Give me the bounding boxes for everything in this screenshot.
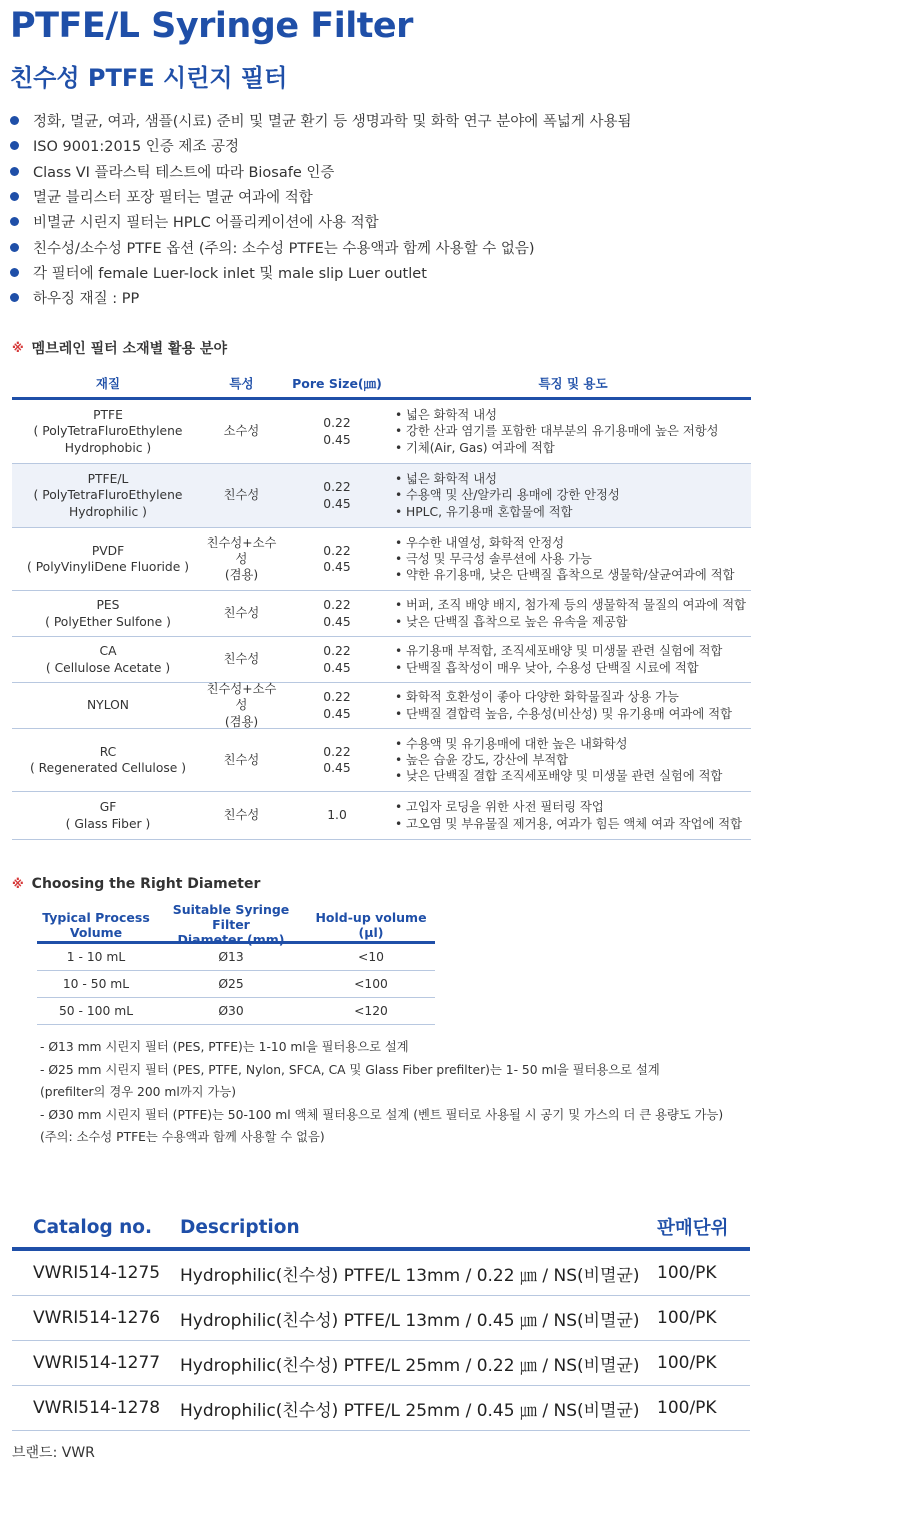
reference-mark-icon: ※ xyxy=(12,877,24,891)
features-cell xyxy=(395,407,751,456)
membrane-table-header xyxy=(12,372,751,400)
features-cell-line: • 수용액 및 유기용매에 대한 높은 내화학성 xyxy=(395,736,628,751)
column-header: Typical Process Volume xyxy=(42,909,150,940)
bullet-icon: • xyxy=(395,488,403,503)
material-cell-line: PTFE xyxy=(93,408,123,423)
bullet-dot-icon xyxy=(10,268,19,277)
bullet-icon: • xyxy=(395,472,403,487)
diameter-section-heading: ※ Choosing the Right Diameter xyxy=(12,876,261,892)
features-cell xyxy=(395,799,751,832)
features-cell-line: • 낮은 단백질 흡착으로 높은 유속을 제공함 xyxy=(395,614,628,629)
material-cell-line: NYLON xyxy=(86,698,129,713)
material-cell-line: ( PolyTetraFluroEthylene xyxy=(33,424,183,439)
property-cell-line: 친수성+소수성 xyxy=(206,535,277,566)
property-cell-line: 친수성 xyxy=(223,808,260,823)
material-cell-line: GF xyxy=(99,800,117,815)
bullet-icon: • xyxy=(395,598,403,613)
material-cell-line: ( Glass Fiber ) xyxy=(65,816,151,831)
pore-size-cell-line: 0.45 xyxy=(323,706,351,721)
material-cell xyxy=(12,799,204,832)
note-line: - Ø25 mm 시린지 필터 (PES, PTFE, Nylon, SFCA, CA 및 Glass Fiber prefilter)는 1- 50 ml을 필터용으로 설계 xyxy=(40,1062,660,1077)
features-cell-line: • 약한 유기용매, 낮은 단백질 흡착으로 생물학/살균여과에 적합 xyxy=(395,568,735,583)
feature-item: 각 필터에 female Luer-lock inlet 및 male slip Luer outlet xyxy=(10,260,632,285)
property-cell xyxy=(204,605,279,621)
page-title: PTFE/L Syringe Filter xyxy=(10,6,413,46)
membrane-table xyxy=(12,372,751,840)
property-cell xyxy=(204,487,279,503)
material-cell xyxy=(12,471,204,520)
pore-size-cell-line: 0.45 xyxy=(323,614,351,629)
features-cell-line: • 유기용매 부적합, 조직세포배양 및 미생물 관련 실험에 적합 xyxy=(395,644,723,659)
bullet-icon: • xyxy=(395,800,403,815)
features-cell-line: • 강한 산과 염기를 포함한 대부분의 유기용매에 높은 저항성 xyxy=(395,424,719,439)
pore-size-cell xyxy=(279,479,395,512)
pore-size-cell xyxy=(279,415,395,448)
product-description: Hydrophilic(친수성) PTFE/L 13mm / 0.22 ㎛ / NS(비멸균) xyxy=(180,1265,640,1286)
holdup-cell: <120 xyxy=(354,1004,388,1018)
bullet-icon: • xyxy=(395,424,403,439)
pore-size-cell xyxy=(279,689,395,722)
pore-size-cell xyxy=(279,543,395,576)
diameter-cell: Ø13 xyxy=(218,950,244,964)
material-cell-line: PTFE/L xyxy=(87,472,129,487)
feature-item: 친수성/소수성 PTFE 옵션 (주의: 소수성 PTFE는 수용액과 함께 사용할 수 없음) xyxy=(10,234,632,259)
property-cell xyxy=(204,423,279,439)
bullet-icon: • xyxy=(395,568,403,583)
property-cell-line: 친수성 xyxy=(223,652,260,667)
bullet-icon: • xyxy=(395,504,403,519)
feature-item: 하우징 재질 : PP xyxy=(10,285,632,310)
pore-size-cell-line: 0.22 xyxy=(323,543,351,558)
column-header: Hold-up volume (µl) xyxy=(315,909,427,940)
table-row xyxy=(12,400,751,464)
pore-size-cell-line: 0.22 xyxy=(323,744,351,759)
note-line: (주의: 소수성 PTFE는 수용액과 함께 사용할 수 없음) xyxy=(40,1130,325,1144)
features-cell-line: • 넓은 화학적 내성 xyxy=(395,408,497,423)
table-row xyxy=(12,729,751,792)
table-row xyxy=(12,637,751,683)
pore-size-cell-line: 0.22 xyxy=(323,416,351,431)
diameter-table-header xyxy=(37,902,435,947)
table-row xyxy=(12,683,751,729)
membrane-section-heading: ※ 멤브레인 필터 소재별 활용 분야 xyxy=(12,341,227,357)
property-cell xyxy=(204,651,279,667)
features-cell xyxy=(395,736,751,785)
features-cell-line: • 낮은 단백질 결합 조직세포배양 및 미생물 관련 실험에 적합 xyxy=(395,769,723,784)
property-cell-line: 친수성 xyxy=(223,752,260,767)
diameter-cell: Ø25 xyxy=(218,977,244,991)
bullet-icon: • xyxy=(395,535,403,550)
features-cell xyxy=(395,535,751,584)
catalog-table-header xyxy=(12,1207,750,1251)
feature-item: Class VI 플라스틱 테스트에 따라 Biosafe 인증 xyxy=(10,159,632,184)
pore-size-cell xyxy=(279,597,395,630)
pore-size-cell-line: 0.22 xyxy=(323,598,351,613)
property-cell-line: (겸용) xyxy=(224,568,259,583)
bullet-icon: • xyxy=(395,769,403,784)
diameter-table xyxy=(37,902,435,1025)
reference-mark-icon: ※ xyxy=(12,341,24,355)
bullet-icon: • xyxy=(395,440,403,455)
property-cell-line: 친수성 xyxy=(223,606,260,621)
diameter-notes xyxy=(40,1036,723,1149)
bullet-dot-icon xyxy=(10,293,19,302)
bullet-icon: • xyxy=(395,644,403,659)
features-cell xyxy=(395,643,751,676)
material-cell-line: Hydrophilic ) xyxy=(69,504,147,519)
features-cell-line: • 우수한 내열성, 화학적 안정성 xyxy=(395,535,565,550)
holdup-cell: <100 xyxy=(354,977,388,991)
table-row xyxy=(37,971,435,998)
sales-unit: 100/PK xyxy=(657,1398,717,1418)
pore-size-cell-line: 0.45 xyxy=(323,761,351,775)
material-cell-line: ( Regenerated Cellulose ) xyxy=(29,761,187,775)
table-row xyxy=(37,944,435,971)
table-row xyxy=(12,1341,750,1386)
sales-unit: 100/PK xyxy=(657,1308,717,1328)
feature-item: 멸균 블리스터 포장 필터는 멸균 여과에 적합 xyxy=(10,184,632,209)
pore-size-cell xyxy=(279,807,395,823)
features-cell-line: • 화학적 호환성이 좋아 다양한 화학물질과 상용 가능 xyxy=(395,690,679,705)
property-cell xyxy=(204,807,279,823)
sales-unit: 100/PK xyxy=(657,1263,717,1283)
pore-size-cell xyxy=(279,643,395,676)
brand-label: 브랜드: VWR xyxy=(12,1445,95,1461)
material-cell-line: PES xyxy=(96,598,120,613)
features-cell xyxy=(395,689,751,722)
bullet-icon: • xyxy=(395,408,403,423)
table-row xyxy=(12,1251,750,1296)
bullet-dot-icon xyxy=(10,217,19,226)
features-cell-line: • 단백질 흡착성이 매우 낮아, 수용성 단백질 시료에 적합 xyxy=(395,660,699,675)
table-row xyxy=(37,998,435,1025)
material-cell-line: Hydrophobic ) xyxy=(64,440,152,455)
pore-size-cell-line: 0.45 xyxy=(323,496,351,511)
features-cell-line: • 수용액 및 산/알카리 용매에 강한 안정성 xyxy=(395,488,620,503)
property-cell-line: 소수성 xyxy=(223,424,260,439)
note-line: - Ø30 mm 시린지 필터 (PTFE)는 50-100 ml 액체 필터용으로 설계 (벤트 필터로 사용될 시 공기 및 가스의 더 큰 용량도 가능) xyxy=(40,1107,724,1122)
feature-item: ISO 9001:2015 인증 제조 공정 xyxy=(10,133,632,158)
pore-size-cell-line: 0.45 xyxy=(323,560,351,574)
column-header: 특징 및 용도 xyxy=(538,376,608,392)
membrane-table-body xyxy=(12,400,751,840)
table-row xyxy=(12,464,751,528)
pore-size-cell-line: 1.0 xyxy=(327,808,347,823)
table-row xyxy=(12,792,751,840)
property-cell-line: 친수성+소수성 xyxy=(206,682,277,713)
material-cell xyxy=(12,744,204,777)
diameter-cell: Ø30 xyxy=(218,1004,244,1018)
pore-size-cell-line: 0.45 xyxy=(323,660,351,675)
features-cell-line: • 고오염 및 부유물질 제거용, 여과가 힘든 액체 여과 작업에 적합 xyxy=(395,816,743,831)
table-row xyxy=(12,1386,750,1431)
note-line: (prefilter의 경우 200 ml까지 가능) xyxy=(40,1085,237,1099)
material-cell-line: ( PolyTetraFluroEthylene xyxy=(33,488,183,503)
bullet-icon: • xyxy=(395,690,403,705)
bullet-dot-icon xyxy=(10,141,19,150)
catalog-number: VWRI514-1276 xyxy=(33,1308,161,1328)
bullet-icon: • xyxy=(395,614,403,629)
volume-cell: 50 - 100 mL xyxy=(58,1004,134,1018)
pore-size-cell xyxy=(279,744,395,777)
bullet-icon: • xyxy=(395,736,403,751)
features-cell xyxy=(395,471,751,520)
material-cell-line: ( Cellulose Acetate ) xyxy=(45,660,171,675)
material-cell xyxy=(12,697,204,713)
column-header: 재질 xyxy=(95,376,121,392)
note-line: - Ø13 mm 시린지 필터 (PES, PTFE)는 1-10 ml을 필터용으로 설계 xyxy=(40,1040,409,1054)
material-cell-line: CA xyxy=(99,644,117,659)
product-description: Hydrophilic(친수성) PTFE/L 25mm / 0.45 ㎛ / NS(비멸균) xyxy=(180,1400,640,1421)
property-cell xyxy=(204,752,279,768)
catalog-table xyxy=(12,1207,750,1431)
column-header: Description xyxy=(180,1216,300,1238)
catalog-number: VWRI514-1277 xyxy=(33,1353,161,1373)
feature-item: 정화, 멸균, 여과, 샘플(시료) 준비 및 멸균 환기 등 생명과학 및 화학 연구 분야에 폭넓게 사용됨 xyxy=(10,108,632,133)
table-row xyxy=(12,591,751,637)
features-cell-line: • 높은 습윤 강도, 강산에 부적합 xyxy=(395,752,569,767)
bullet-icon: • xyxy=(395,551,403,566)
catalog-number: VWRI514-1275 xyxy=(33,1263,161,1283)
pore-size-cell-line: 0.45 xyxy=(323,432,351,447)
page-subtitle: 친수성 PTFE 시린지 필터 xyxy=(10,64,288,92)
property-cell xyxy=(204,535,279,584)
bullet-icon: • xyxy=(395,706,403,721)
column-header: Catalog no. xyxy=(33,1216,153,1238)
bullet-dot-icon xyxy=(10,243,19,252)
material-cell xyxy=(12,407,204,456)
material-cell-line: PVDF xyxy=(91,543,125,558)
features-cell-line: • 단백질 결합력 높음, 수용성(비산성) 및 유기용매 여과에 적합 xyxy=(395,706,732,721)
holdup-cell: <10 xyxy=(358,950,384,964)
material-cell xyxy=(12,643,204,676)
sales-unit: 100/PK xyxy=(657,1353,717,1373)
features-cell-line: • 기체(Air, Gas) 여과에 적합 xyxy=(395,440,555,455)
product-description: Hydrophilic(친수성) PTFE/L 13mm / 0.45 ㎛ / NS(비멸균) xyxy=(180,1310,640,1331)
volume-cell: 1 - 10 mL xyxy=(66,950,126,964)
property-cell-line: (겸용) xyxy=(224,714,259,729)
material-cell xyxy=(12,543,204,576)
material-cell xyxy=(12,597,204,630)
property-cell-line: 친수성 xyxy=(223,488,260,503)
pore-size-cell-line: 0.22 xyxy=(323,644,351,659)
column-header: 특성 xyxy=(229,376,254,392)
bullet-icon: • xyxy=(395,752,403,767)
property-cell xyxy=(204,681,279,730)
pore-size-cell-line: 0.22 xyxy=(323,480,351,495)
features-cell-line: • 버퍼, 조직 배양 배지, 첨가제 등의 생물학적 물질의 여과에 적합 xyxy=(395,598,746,613)
table-row xyxy=(12,1296,750,1341)
features-cell-line: • HPLC, 유기용매 혼합물에 적합 xyxy=(395,504,573,519)
material-cell-line: RC xyxy=(99,744,117,759)
feature-list xyxy=(10,108,632,310)
bullet-icon: • xyxy=(395,660,403,675)
bullet-dot-icon xyxy=(10,167,19,176)
bullet-dot-icon xyxy=(10,116,19,125)
column-header: 판매단위 xyxy=(657,1218,729,1239)
volume-cell: 10 - 50 mL xyxy=(62,977,130,991)
material-cell-line: ( PolyEther Sulfone ) xyxy=(45,614,171,629)
column-header: Suitable Syringe Filter Diameter (mm) xyxy=(172,902,290,947)
bullet-icon: • xyxy=(395,816,403,831)
feature-item: 비멸균 시린지 필터는 HPLC 어플리케이션에 사용 적합 xyxy=(10,209,632,234)
table-row xyxy=(12,528,751,591)
bullet-dot-icon xyxy=(10,192,19,201)
features-cell xyxy=(395,597,751,630)
features-cell-line: • 극성 및 무극성 솔루션에 사용 가능 xyxy=(395,551,592,566)
features-cell-line: • 넓은 화학적 내성 xyxy=(395,472,497,487)
material-cell-line: ( PolyVinyliDene Fluoride ) xyxy=(26,560,190,574)
features-cell-line: • 고입자 로딩을 위한 사전 필터링 작업 xyxy=(395,800,604,815)
catalog-number: VWRI514-1278 xyxy=(33,1398,161,1418)
column-header: Pore Size(㎛) xyxy=(292,376,382,392)
pore-size-cell-line: 0.22 xyxy=(323,690,351,705)
product-description: Hydrophilic(친수성) PTFE/L 25mm / 0.22 ㎛ / NS(비멸균) xyxy=(180,1355,640,1376)
